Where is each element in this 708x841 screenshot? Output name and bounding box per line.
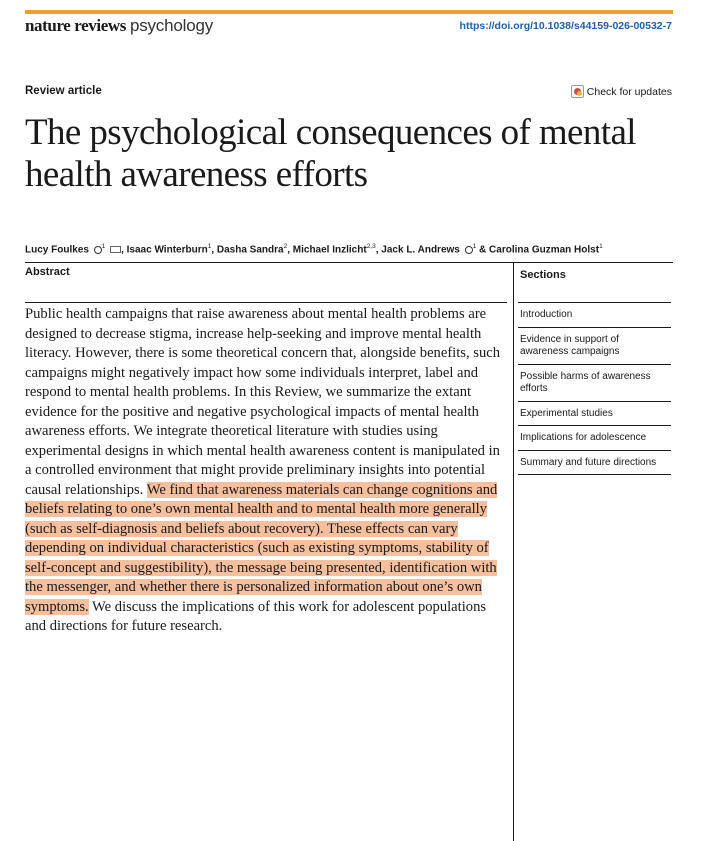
section-link-summary[interactable]: Summary and future directions xyxy=(518,451,671,476)
journal-logo[interactable] xyxy=(25,16,213,36)
section-link-implications[interactable]: Implications for adolescence xyxy=(518,426,671,451)
author-name[interactable]: Dasha Sandra xyxy=(216,244,284,256)
crossmark-icon xyxy=(571,85,584,98)
author-list xyxy=(25,243,675,255)
orcid-icon[interactable] xyxy=(94,246,102,254)
author-affiliation: 1 xyxy=(207,243,212,250)
author-name[interactable]: Carolina Guzman Holst xyxy=(489,244,600,256)
section-link-experimental-studies[interactable]: Experimental studies xyxy=(518,402,671,427)
journal-name-bold: nature reviews xyxy=(25,16,126,35)
journal-name-light: psychology xyxy=(129,16,214,35)
author-divider xyxy=(25,262,673,263)
sidebar-divider xyxy=(513,262,514,841)
author-affiliation: 2,3 xyxy=(366,243,376,250)
author-name[interactable]: Isaac Winterburn xyxy=(126,244,208,256)
author-separator: , xyxy=(375,244,382,256)
sections-heading: Sections xyxy=(520,269,566,281)
email-icon[interactable] xyxy=(110,246,121,253)
section-link-possible-harms[interactable]: Possible harms of awareness efforts xyxy=(518,365,671,402)
author-name[interactable]: Jack L. Andrews xyxy=(381,244,460,256)
author-separator: , xyxy=(211,244,217,256)
check-for-updates-label: Check for updates xyxy=(586,85,672,98)
orcid-icon[interactable] xyxy=(465,246,473,254)
author-name[interactable]: Michael Inzlicht xyxy=(292,244,367,256)
top-accent-rule xyxy=(25,10,673,14)
abstract-divider xyxy=(25,302,507,303)
article-type: Review article xyxy=(25,85,102,97)
author-affiliation: 1 xyxy=(599,243,603,250)
section-link-evidence[interactable]: Evidence in support of awareness campaigns xyxy=(518,328,671,365)
article-title: The psychological consequences of mental health awareness efforts xyxy=(25,112,636,195)
sections-list xyxy=(518,303,671,475)
author-separator: & xyxy=(476,244,490,256)
abstract-text-part: We discuss the implications of this work for adolescent populations and directions for future research. xyxy=(25,598,487,634)
abstract-text xyxy=(25,305,507,637)
author-affiliation: 1 xyxy=(472,243,477,250)
abstract-text-part: Public health campaigns that raise awareness about mental health problems are designed to decrease stigma, increase help-seeking and improve mental health literacy. However, there is some theoretical concern that, alongside benefits, such campaigns might negatively impact how some individuals interpret, label and respond to mental health problems. In this Review, we summarize the extant evidence for the positive and negative psychological impacts of mental health awareness efforts. We integrate theoretical literature with studies using experimental designs in which mental health awareness content is manipulated in a controlled environment that might provide preliminary insights into potential causal relationships. xyxy=(25,306,501,498)
abstract-heading: Abstract xyxy=(25,266,70,278)
author-affiliation: 2 xyxy=(283,243,288,250)
author-affiliation: 1 xyxy=(101,243,106,250)
check-for-updates-button[interactable] xyxy=(571,85,672,98)
author-separator: , xyxy=(287,244,293,256)
author-name[interactable]: Lucy Foulkes xyxy=(25,244,89,256)
doi-link[interactable]: https://doi.org/10.1038/s44159-026-00532-7 xyxy=(459,20,672,32)
section-link-introduction[interactable]: Introduction xyxy=(518,303,671,328)
abstract-highlight: We find that awareness materials can change cognitions and beliefs relating to one’s own mental health and to mental health more generally (such as self-diagnosis and beliefs about recovery). These effects can vary depending on individual characteristics (such as existing symptoms, stability of self-concept and suggestibility), the message being presented, identification with the messenger, and whether there is personalized information about one’s own symptoms. xyxy=(25,481,498,615)
author-separator: , xyxy=(121,244,127,256)
